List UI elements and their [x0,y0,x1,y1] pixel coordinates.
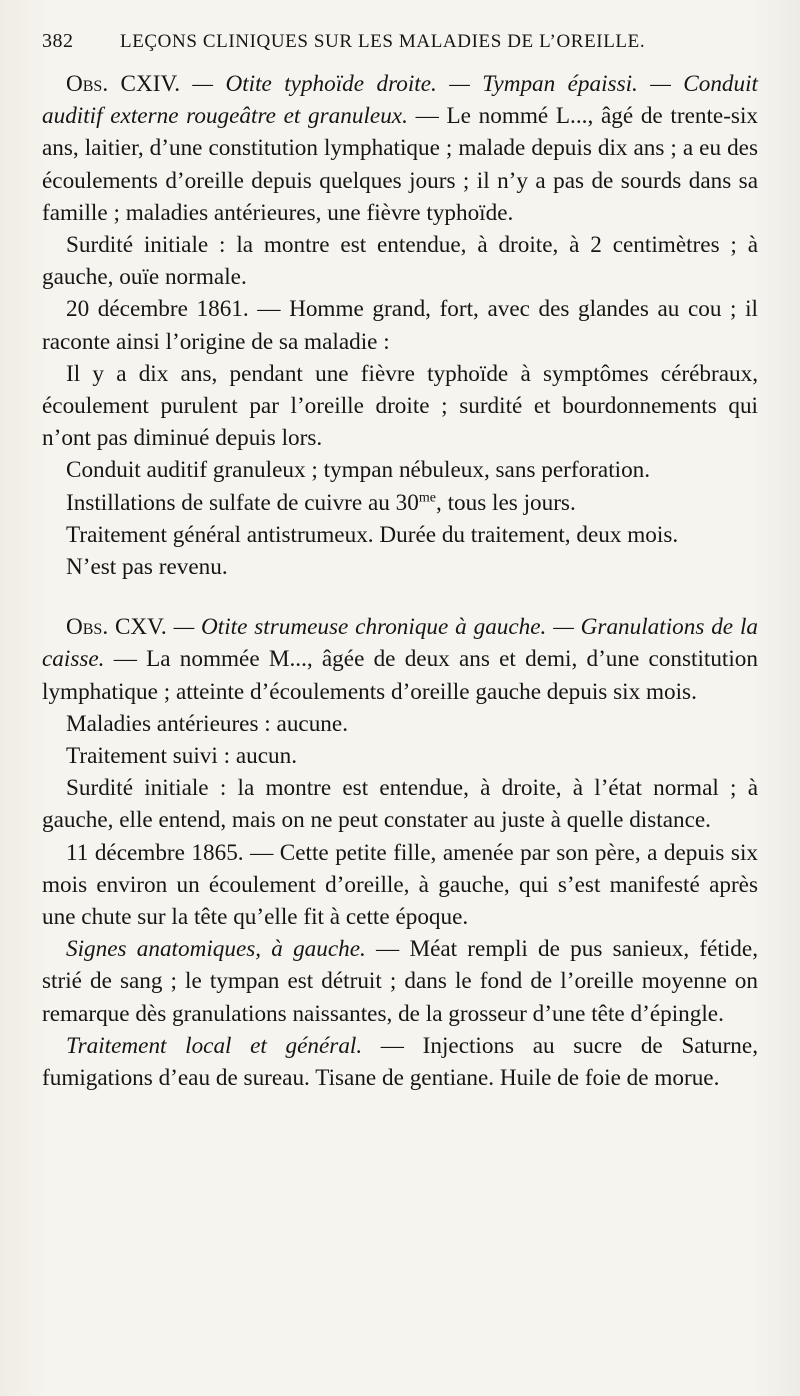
running-head: LEÇONS CLINIQUES SUR LES MALADIES DE L’OREILLE. [120,31,646,52]
obs-115-p7-rest: — Injections au sucre de Saturne, fumigations d’eau de sureau. Tisane de gentiane. Huile de foie de morue. [42,1032,758,1092]
obs-114-label: Obs. CXIV. [66,71,181,97]
obs-115-paragraph-2: Maladies antérieures : aucune. [66,710,348,737]
obs-115-paragraph-4: Surdité initiale : la montre est entendue, à droite, à l’état normal ; à gauche, elle entend, mais on ne peut constater au juste à quelle distance. [42,775,758,834]
obs-115-paragraph-5: 11 décembre 1865. — Cette petite fille, amenée par son père, a depuis six mois environ un écoulement d’oreille, à gauche, qui s’est manifesté après une chute sur la tête qu’elle fit à cette époque. [42,839,758,931]
obs-114-heading-paragraph [42,68,758,229]
obs-114-p6-after: , tous les jours. [435,489,576,516]
obs-115-p6-rest: — Méat rempli de pus sanieux, fétide, strié de sang ; le tympan est détruit ; dans le fond de l’oreille moyenne on remarque dès granulations naissantes, de la grosseur d’une tête d’épingle. [42,936,758,1027]
section-gap [42,583,758,611]
obs-115-paragraph-3: Traitement suivi : aucun. [66,743,297,770]
page-header [42,30,758,62]
obs-115-p7-italic: Traitement local et général. [66,1032,363,1059]
obs-114-paragraph-6 [42,487,758,519]
obs-115-heading-paragraph [42,611,758,708]
obs-114-paragraph-4: Il y a dix ans, pendant une fièvre typhoïde à symptômes cérébraux, écoulement purulent par l’oreille droite ; surdité et bourdonnements qui n’ont pas diminué depuis lors. [42,360,758,452]
obs-114-intro: — Le nommé L..., âgé de trente-six ans, laitier, d’une constitution lymphatique ; malade depuis dix ans ; a eu des écoulements d’oreille depuis quelques jours ; il n’y a pas de sourds dans sa famille ; maladies antérieures, une fièvre typhoïde. [42,103,758,226]
obs-114-title: — Otite typhoïde droite. — Tympan épaissi. — Conduit auditif externe rougeâtre et granuleux. [42,71,758,130]
obs-114-paragraph-7: Traitement général antistrumeux. Durée du traitement, deux mois. [66,521,679,548]
page-number: 382 [42,30,74,52]
obs-114-paragraph-3: 20 décembre 1861. — Homme grand, fort, avec des glandes au cou ; il raconte ainsi l’origine de sa maladie : [42,296,758,355]
obs-115-title: — Otite strumeuse chronique à gauche. — Granulations de la caisse. [42,614,758,673]
obs-115-label: Obs. CXV. [66,614,167,641]
obs-114-p6-superscript: me [418,489,436,505]
obs-114-paragraph-8: N’est pas revenu. [66,554,228,581]
obs-114-p6-before: Instillations de sulfate de cuivre au 30 [66,489,419,516]
obs-115-intro: — La nommée M..., âgée de deux ans et demi, d’une constitution lymphatique ; atteinte d’écoulements d’oreille gauche depuis six mois. [42,646,758,705]
obs-115-paragraph-7 [42,1030,758,1094]
obs-115-p6-italic: Signes anatomiques, à gauche. [66,936,366,963]
obs-114-paragraph-5: Conduit auditif granuleux ; tympan nébuleux, sans perforation. [66,457,651,484]
obs-114-paragraph-2: Surdité initiale : la montre est entendue, à droite, à 2 centimètres ; à gauche, ouïe normale. [42,232,758,291]
obs-115-paragraph-6 [42,933,758,1030]
